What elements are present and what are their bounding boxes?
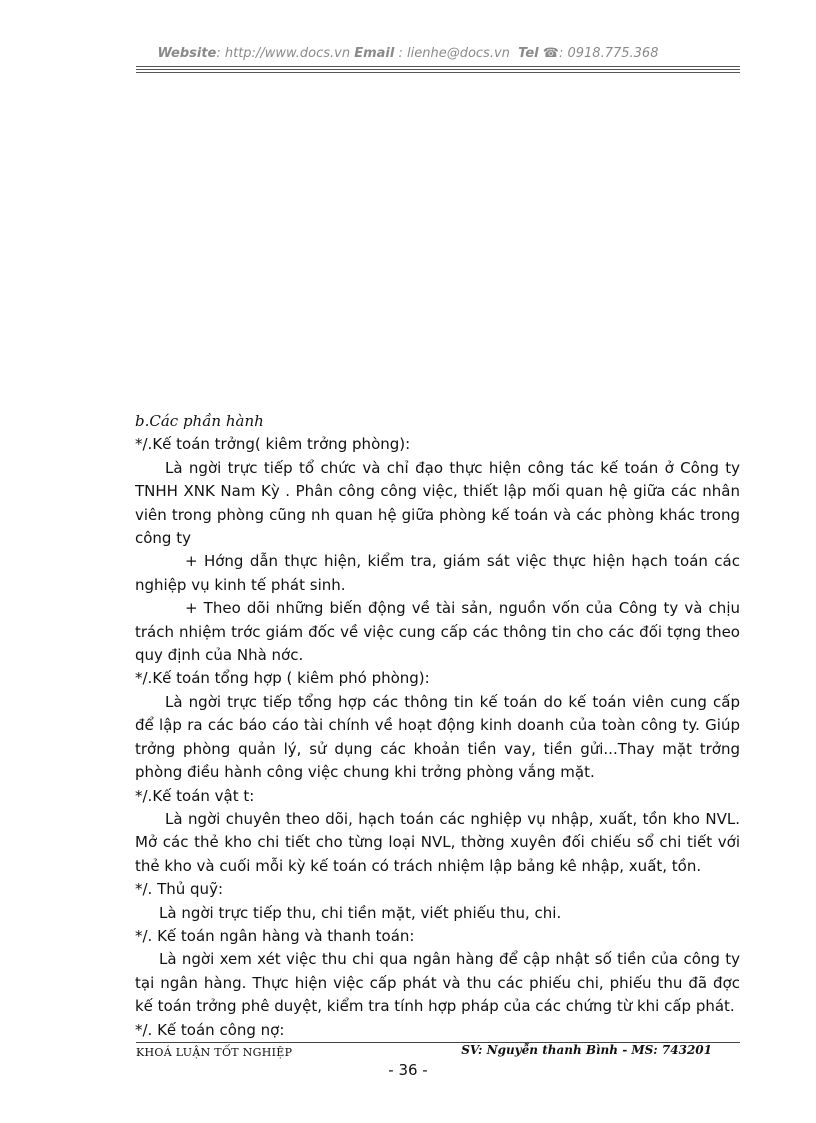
footer-thesis-label: KHOÁ LUẬN TỐT NGHIỆP xyxy=(136,1046,293,1059)
heading-debt-accountant: */. Kế toán công nợ: xyxy=(135,1020,285,1039)
heading-general-accountant: */.Kế toán tổng hợp ( kiêm phó phòng): xyxy=(135,669,430,688)
paragraph: Là ngời trực tiếp tổng hợp các thông tin kế toán do kế toán viên cung cấp để lập ra các báo cáo tài chính về hoạt động kinh doanh của toàn công ty. Giúp trởng phòng quản lý, sử dụng các khoản tiền vay, tiền gửi...Thay mặt trởng phòng điều hành công việc chung khi trởng phòng vắng mặt. xyxy=(135,692,740,782)
bullet-item: + Theo dõi những biến động về tài sản, nguồn vốn của Công ty và chịu trách nhiệm trớc giám đốc về việc cung cấp các thông tin cho các đối tợng theo quy định của Nhà nớc. xyxy=(135,599,740,665)
paragraph: Là ngời trực tiếp thu, chi tiền mặt, viết phiếu thu, chi. xyxy=(159,903,562,922)
paragraph: Là ngời trực tiếp tổ chức và chỉ đạo thực hiện công tác kế toán ở Công ty TNHH XNK Nam Kỳ . Phân công công việc, thiết lập mối quan hệ giữa các nhân viên trong phòng cũng nh quan hệ giữa phòng kế toán và các phòng khác trong công ty xyxy=(135,458,740,548)
page-header xyxy=(0,46,816,61)
header-rule-2 xyxy=(136,69,740,70)
footer-student-info: SV: Nguyễn thanh Bình - MS: 743201 xyxy=(461,1043,712,1057)
page-number: - 36 - xyxy=(388,1061,428,1079)
heading-materials-accountant: */.Kế toán vật t: xyxy=(135,786,255,805)
heading-treasurer: */. Thủ quỹ: xyxy=(135,880,223,899)
phone-icon: ☎ xyxy=(542,46,559,61)
email-label: Email xyxy=(354,46,395,61)
bullet-item: + Hớng dẫn thực hiện, kiểm tra, giám sát việc thực hiện hạch toán các nghiệp vụ kinh tế phát sinh. xyxy=(135,552,740,594)
header-rule-3 xyxy=(136,72,740,73)
tel-value: : 0918.775.368 xyxy=(558,46,659,61)
heading-bank-accountant: */. Kế toán ngân hàng và thanh toán: xyxy=(135,926,415,945)
tel-label: Tel xyxy=(518,46,539,61)
document-body xyxy=(135,410,740,1042)
website-value[interactable]: : http://www.docs.vn xyxy=(216,46,351,61)
header-rule-1 xyxy=(136,66,740,67)
website-label: Website xyxy=(157,46,217,61)
paragraph: Là ngời chuyên theo dõi, hạch toán các nghiệp vụ nhập, xuất, tồn kho NVL. Mở các thẻ kho chi tiết cho từng loại NVL, thờng xuyên đối chiếu sổ chi tiết với thẻ kho và cuối mỗi kỳ kế toán có trách nhiệm lập bảng kê nhập, xuất, tồn. xyxy=(135,809,740,875)
paragraph: Là ngời xem xét việc thu chi qua ngân hàng để cập nhật số tiền của công ty tại ngân hàng. Thực hiện việc cấp phát và thu các phiếu chi, phiếu thu đã đợc kế toán trởng phê duyệt, kiểm tra tính hợp pháp của các chứng từ khi cấp phát. xyxy=(135,950,740,1016)
email-value[interactable]: : lienhe@docs.vn xyxy=(394,46,510,61)
heading-chief-accountant: */.Kế toán trởng( kiêm trởng phòng): xyxy=(135,435,411,454)
section-title: b.Các phần hành xyxy=(135,412,264,430)
